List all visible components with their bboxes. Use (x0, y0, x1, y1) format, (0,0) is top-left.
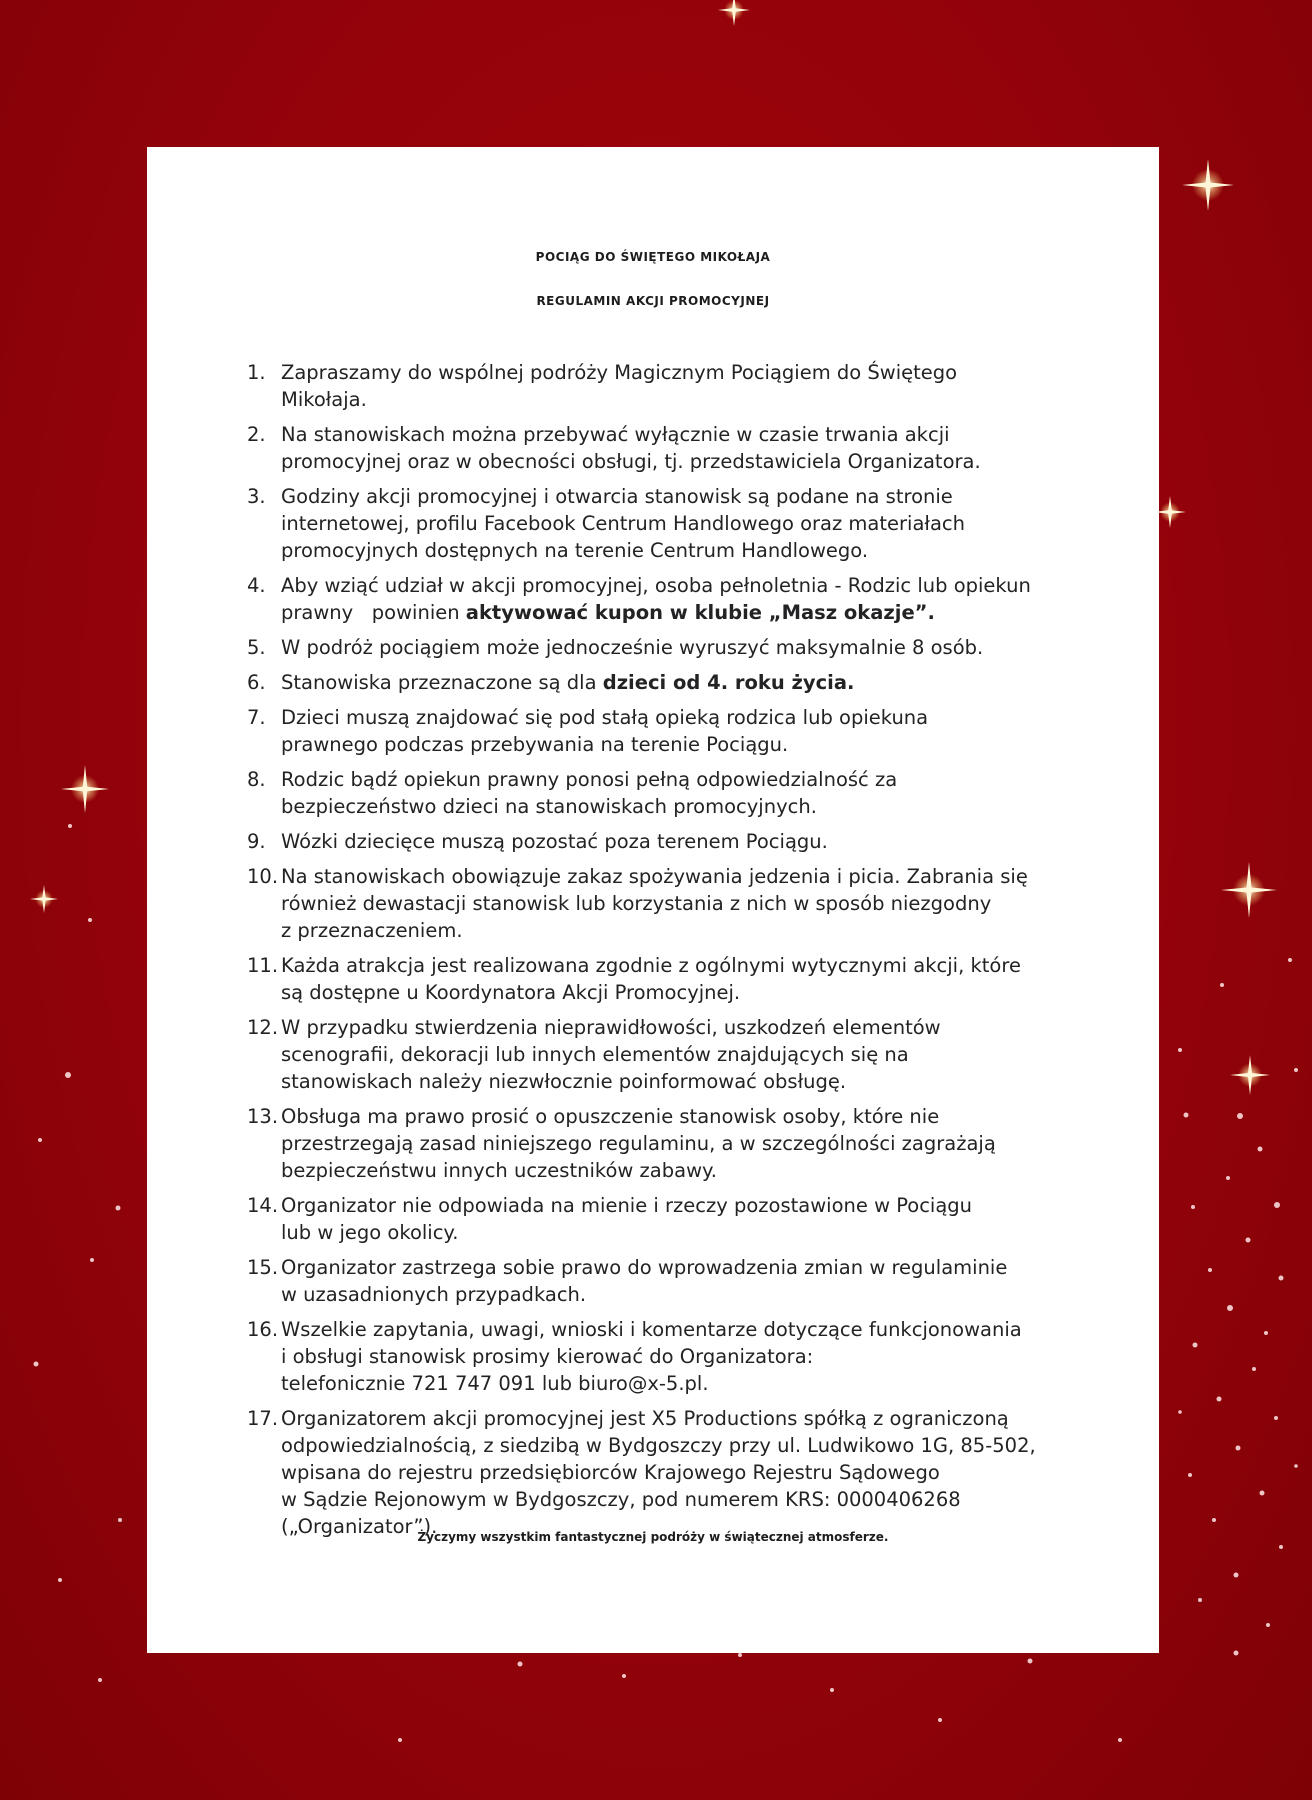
rule-text: wpisana do rejestru przedsiębiorców Krajowego Rejestru Sądowego (281, 1461, 940, 1484)
closing-message: Życzymy wszystkim fantastycznej podróży w świątecznej atmosferze. (417, 1530, 889, 1544)
rule-item (247, 669, 1107, 696)
rule-text: scenografii, dekoracji lub innych elementów znajdujących się na (281, 1043, 909, 1066)
rule-number: 13. (247, 1105, 279, 1128)
rule-text: bezpieczeństwo dzieci na stanowiskach promocyjnych. (281, 795, 817, 818)
rule-text: Organizator nie odpowiada na mienie i rzeczy pozostawione w Pociągu (281, 1194, 973, 1217)
rule-text: telefonicznie 721 747 091 lub biuro@x-5.pl. (281, 1372, 709, 1395)
rule-text-bold: dzieci od 4. roku życia. (602, 671, 855, 694)
rule-text: („Organizator”). (281, 1515, 438, 1538)
rule-text: Godziny akcji promocyjnej i otwarcia stanowisk są podane na stronie (281, 485, 953, 508)
rule-item (247, 828, 1107, 855)
rule-item (247, 952, 1107, 1006)
rule-number: 12. (247, 1016, 279, 1039)
rule-text: lub w jego okolicy. (281, 1221, 459, 1244)
rule-text: Wózki dziecięce muszą pozostać poza terenem Pociągu. (281, 830, 828, 853)
rule-item (247, 1014, 1107, 1095)
title-line-2: REGULAMIN AKCJI PROMOCYJNEJ (536, 294, 770, 308)
rule-text-plain: prawny powinien (281, 601, 466, 624)
rule-text: Dzieci muszą znajdować się pod stałą opieką rodzica lub opiekuna (281, 706, 929, 729)
rule-text: internetowej, profilu Facebook Centrum Handlowego oraz materiałach (281, 512, 965, 535)
rule-text: i obsługi stanowisk prosimy kierować do Organizatora: (281, 1345, 814, 1368)
rule-text-bold: aktywować kupon w klubie „Masz okazje”. (465, 601, 935, 624)
rule-item (247, 634, 1107, 661)
rule-number: 1. (247, 361, 266, 384)
rule-text: odpowiedzialnością, z siedzibą w Bydgoszczy przy ul. Ludwikowo 1G, 85-502, (281, 1434, 1036, 1457)
rule-text: Organizator zastrzega sobie prawo do wprowadzenia zmian w regulaminie (281, 1256, 1008, 1279)
rule-text-plain: Stanowiska przeznaczone są dla (281, 671, 603, 694)
rule-text: również dewastacji stanowisk lub korzystania z nich w sposób niezgodny (281, 892, 992, 915)
rule-text: promocyjnej oraz w obecności obsługi, tj. przedstawiciela Organizatora. (281, 450, 981, 473)
rule-text: są dostępne u Koordynatora Akcji Promocyjnej. (281, 981, 741, 1004)
rule-text: prawnego podczas przebywania na terenie Pociągu. (281, 733, 789, 756)
rule-number: 15. (247, 1256, 279, 1279)
rules-list (247, 359, 1107, 1548)
rule-number: 10. (247, 865, 279, 888)
rule-text (281, 599, 1107, 626)
rule-text: z przeznaczeniem. (281, 919, 463, 942)
rule-number: 17. (247, 1407, 279, 1430)
rule-item (247, 483, 1107, 564)
rule-item (247, 421, 1107, 475)
rule-text: stanowiskach należy niezwłocznie poinformować obsługę. (281, 1070, 847, 1093)
rule-item (247, 359, 1107, 413)
rule-number: 14. (247, 1194, 279, 1217)
rule-text: W podróż pociągiem może jednocześnie wyruszyć maksymalnie 8 osób. (281, 636, 984, 659)
rule-item (247, 863, 1107, 944)
rule-text: promocyjnych dostępnych na terenie Centrum Handlowego. (281, 539, 869, 562)
rule-item (247, 704, 1107, 758)
rule-number: 7. (247, 706, 266, 729)
rule-item (247, 1103, 1107, 1184)
rule-text: w uzasadnionych przypadkach. (281, 1283, 587, 1306)
rule-text: Zapraszamy do wspólnej podróży Magicznym Pociągiem do Świętego (281, 361, 958, 384)
rule-item (247, 1254, 1107, 1308)
rule-item (247, 1192, 1107, 1246)
rule-number: 2. (247, 423, 266, 446)
rule-text: Na stanowiskach można przebywać wyłącznie w czasie trwania akcji (281, 423, 950, 446)
rules-sheet (147, 147, 1159, 1653)
rule-text: Obsługa ma prawo prosić o opuszczenie stanowisk osoby, które nie (281, 1105, 940, 1128)
rule-text: w Sądzie Rejonowym w Bydgoszczy, pod numerem KRS: 0000406268 (281, 1488, 961, 1511)
rule-text: Rodzic bądź opiekun prawny ponosi pełną odpowiedzialność za (281, 768, 898, 791)
rule-text: Na stanowiskach obowiązuje zakaz spożywania jedzenia i picia. Zabrania się (281, 865, 1028, 888)
rule-number: 8. (247, 768, 266, 791)
title-line-1: POCIĄG DO ŚWIĘTEGO MIKOŁAJA (535, 250, 771, 264)
rule-number: 11. (247, 954, 279, 977)
rule-number: 9. (247, 830, 266, 853)
rule-text: Każda atrakcja jest realizowana zgodnie z ogólnymi wytycznymi akcji, które (281, 954, 1021, 977)
rule-text: Wszelkie zapytania, uwagi, wnioski i komentarze dotyczące funkcjonowania (281, 1318, 1022, 1341)
rule-item (247, 766, 1107, 820)
rule-number: 6. (247, 671, 266, 694)
rule-number: 16. (247, 1318, 279, 1341)
rule-text (281, 669, 1107, 696)
rule-text: Aby wziąć udział w akcji promocyjnej, osoba pełnoletnia - Rodzic lub opiekun (281, 574, 1031, 597)
rule-text: Organizatorem akcji promocyjnej jest X5 Productions spółką z ograniczoną (281, 1407, 1009, 1430)
rule-number: 5. (247, 636, 266, 659)
rule-item (247, 572, 1107, 626)
page-title (147, 235, 1159, 323)
rule-item (247, 1316, 1107, 1397)
rule-text: bezpieczeństwu innych uczestników zabawy. (281, 1159, 717, 1182)
rule-item (247, 1405, 1107, 1540)
rule-text: W przypadku stwierdzenia nieprawidłowości, uszkodzeń elementów (281, 1016, 941, 1039)
rule-number: 4. (247, 574, 266, 597)
rule-text: Mikołaja. (281, 388, 367, 411)
rule-text: przestrzegają zasad niniejszego regulaminu, a w szczególności zagrażają (281, 1132, 996, 1155)
rule-number: 3. (247, 485, 266, 508)
